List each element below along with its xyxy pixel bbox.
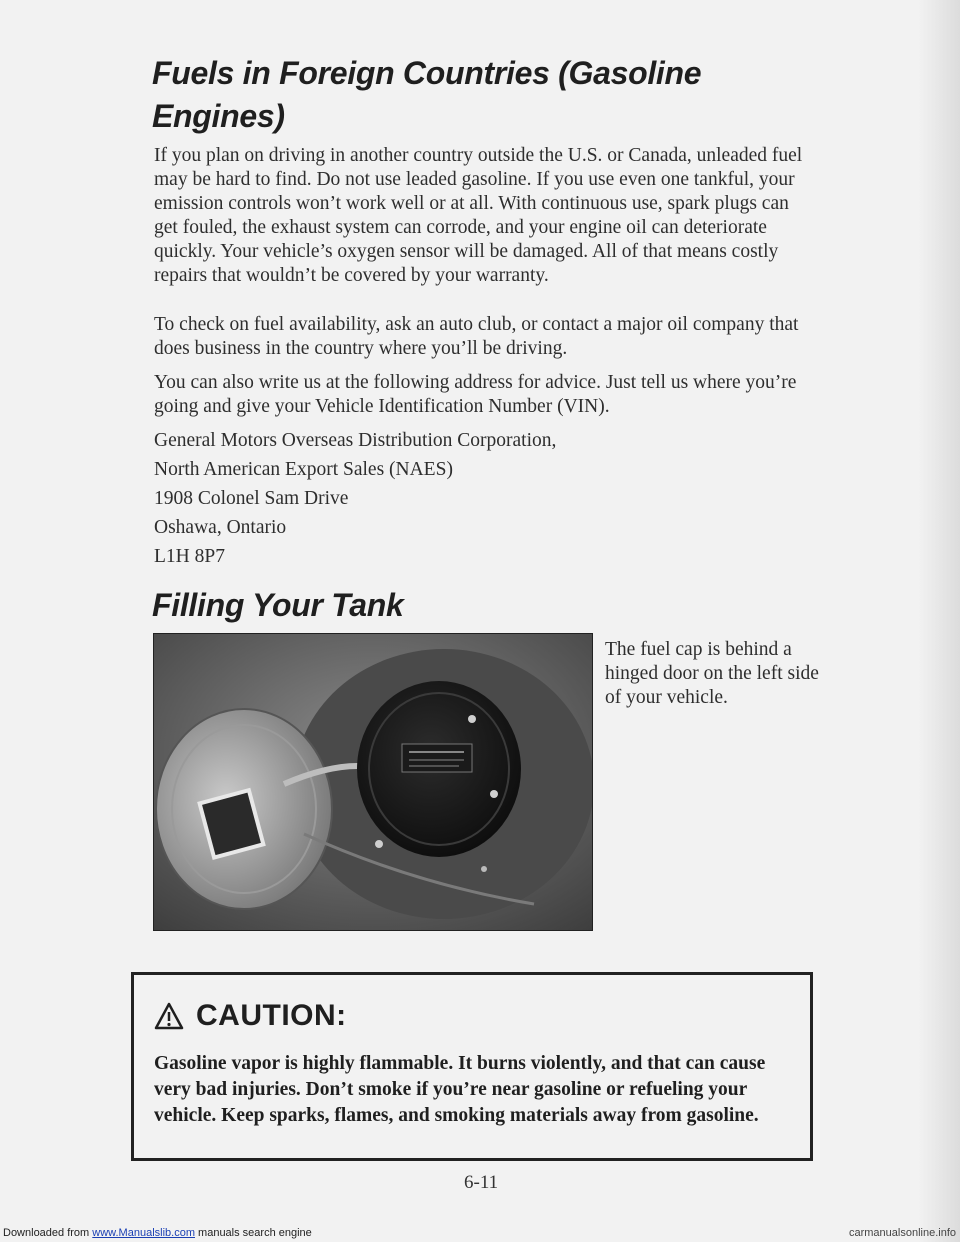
address-line-postal: L1H 8P7 [154, 546, 225, 567]
section-title-foreign-fuels: Fuels in Foreign Countries (Gasoline Engines) [152, 55, 702, 134]
page-number: 6-11 [464, 1172, 499, 1193]
manualslib-link[interactable]: www.Manualslib.com [92, 1227, 195, 1239]
paragraph-leaded-fuel-warning: If you plan on driving in another country outside the U.S. or Canada, unleaded fuel may be hard to find. Do not use leaded gasoline. If you use even one tankful, your emission controls won’t work well or at all. With continuous use, spark plugs can get fouled, the exhaust system can corrode, and your engine oil can deteriorate quickly. Your vehicle’s oxygen sensor will be damaged. All of that means costly repairs that wouldn’t be covered by your warranty. [154, 145, 803, 286]
caution-body: Gasoline vapor is highly flammable. It burns violently, and that can cause very bad injuries. Don’t smoke if you’re near gasoline or refueling your vehicle. Keep sparks, flames, and smoking materials away from gasoline. [154, 1053, 766, 1126]
paragraph-fuel-availability: To check on fuel availability, ask an auto club, or contact a major oil company that does business in the country where you’ll be driving. [154, 314, 799, 359]
screw [481, 866, 487, 872]
paragraph-write-us: You can also write us at the following address for advice. Just tell us where you’re going and give your Vehicle Identification Number (VIN). [154, 372, 797, 417]
fuel-door-photo [153, 633, 593, 931]
footer-watermark: carmanualsonline.info [848, 1227, 956, 1239]
fuel-door-illustration [154, 634, 592, 930]
screw [375, 840, 383, 848]
page-edge-shade [918, 0, 960, 1242]
cap-caution-label [402, 744, 472, 772]
footer-suffix: manuals search engine [194, 1227, 312, 1239]
footer-source [3, 1227, 312, 1239]
address-line-street: 1908 Colonel Sam Drive [154, 488, 349, 509]
screw [490, 790, 498, 798]
warning-triangle-icon [154, 1002, 184, 1030]
address-line-city: Oshawa, Ontario [154, 517, 287, 538]
address-line-company: General Motors Overseas Distribution Corporation, [154, 430, 557, 451]
footer-prefix: Downloaded from [3, 1227, 93, 1239]
screw [468, 715, 476, 723]
section-title-filling-tank: Filling Your Tank [152, 587, 404, 623]
caution-box [131, 972, 813, 1161]
address-line-division: North American Export Sales (NAES) [154, 459, 453, 480]
download-footer [0, 1226, 960, 1242]
fuel-cap-caption: The fuel cap is behind a hinged door on the left side of your vehicle. [605, 639, 819, 708]
caution-title-text: CAUTION: [196, 999, 347, 1032]
caution-heading [154, 999, 347, 1033]
